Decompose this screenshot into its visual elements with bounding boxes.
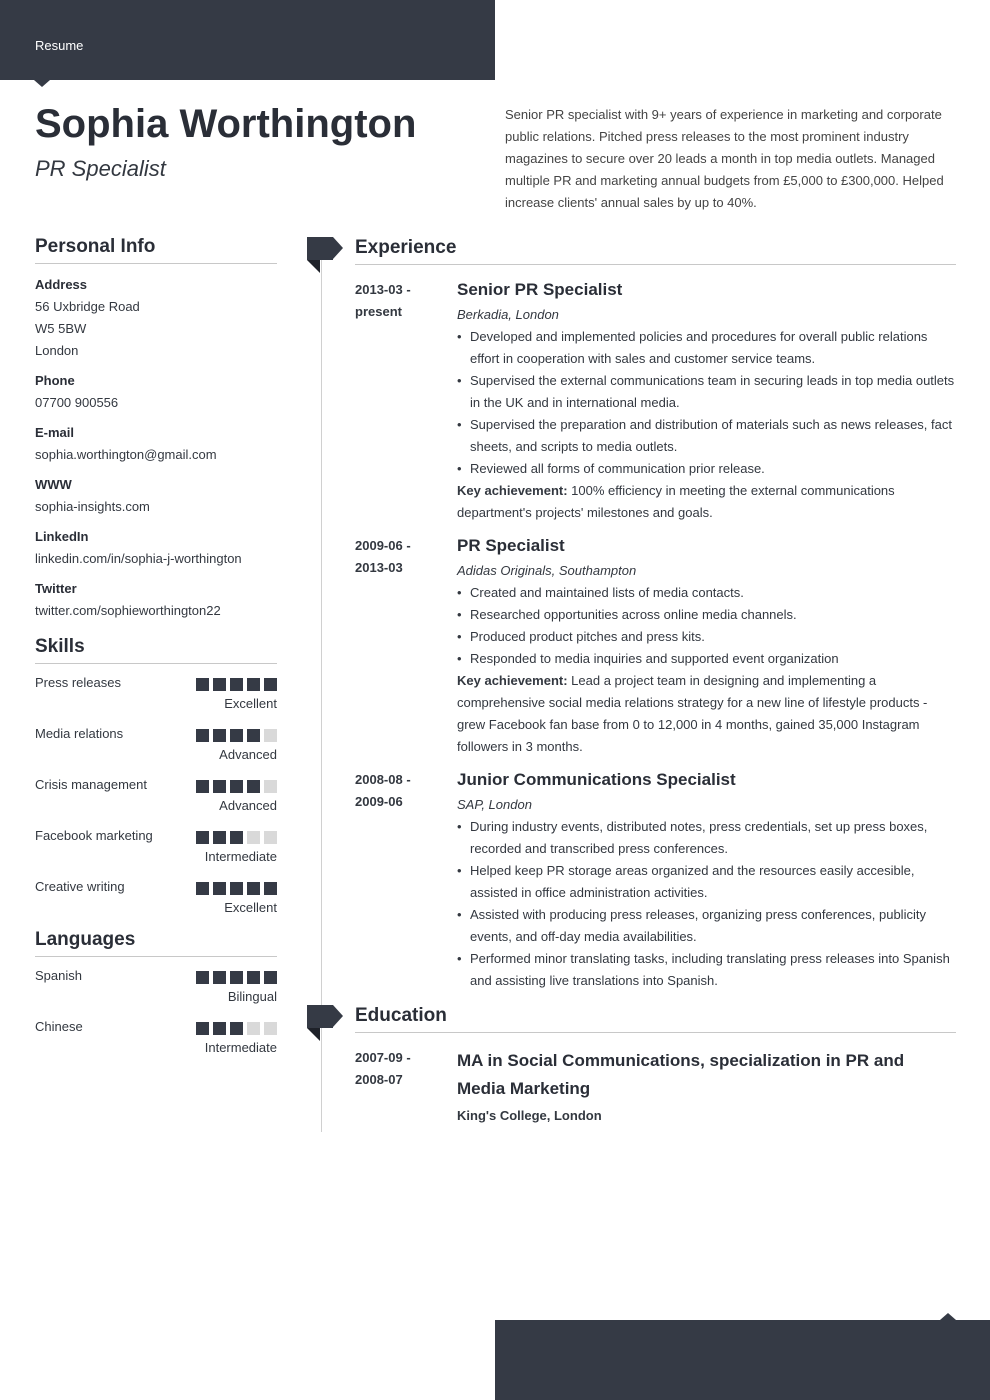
email-value[interactable]: sophia.worthington@gmail.com (35, 447, 217, 462)
rating-row (35, 827, 277, 878)
rating-square-icon (264, 971, 277, 984)
skills-title: Skills (35, 636, 277, 664)
job-date-start: 2009-06 - (355, 538, 411, 553)
rating-square-icon (230, 678, 243, 691)
twitter-value[interactable]: twitter.com/sophieworthington22 (35, 603, 221, 618)
key-achievement (457, 480, 956, 524)
rating-square-icon (196, 882, 209, 895)
header-notch (34, 80, 50, 87)
job-bullet: • Performed minor translating tasks, including translating press releases into Spanish and assisting live translations into Spanish. (457, 948, 956, 992)
phone-block (35, 370, 277, 414)
rating-square-icon (230, 831, 243, 844)
education-dates (355, 1047, 445, 1091)
job-company: Berkadia, London (457, 307, 559, 322)
job-date-end: present (355, 304, 402, 319)
www-value[interactable]: sophia-insights.com (35, 499, 150, 514)
job-bullet: • Researched opportunities across online media channels. (457, 604, 956, 626)
rating-level: Advanced (219, 747, 277, 762)
rating-row (35, 878, 277, 929)
rating-square-icon (196, 729, 209, 742)
rating-square-icon (213, 882, 226, 895)
rating-row (35, 725, 277, 776)
rating-level: Intermediate (204, 849, 277, 864)
rating-row (35, 967, 277, 1018)
resume-label: Resume (35, 38, 84, 53)
rating-square-icon (196, 780, 209, 793)
rating-square-icon (264, 729, 277, 742)
rating-square-icon (230, 780, 243, 793)
job-bullet: • Created and maintained lists of media contacts. (457, 582, 956, 604)
rating-level: Excellent (224, 696, 277, 711)
linkedin-label: LinkedIn (35, 529, 89, 544)
job-content (457, 535, 956, 758)
job-bullets (457, 582, 956, 670)
education-date-start: 2007-09 - (355, 1050, 411, 1065)
key-achievement (457, 670, 956, 758)
phone-value: 07700 900556 (35, 395, 119, 410)
rating-level: Intermediate (204, 1040, 277, 1055)
rating-row (35, 1018, 277, 1069)
job-company: SAP, London (457, 797, 532, 812)
education-content (457, 1047, 956, 1127)
rating-squares (196, 678, 277, 691)
footer-notch (940, 1313, 956, 1320)
rating-square-icon (230, 1022, 243, 1035)
rating-squares (196, 780, 277, 793)
job-title: Senior PR Specialist (457, 280, 623, 299)
rating-squares (196, 831, 277, 844)
rating-square-icon (264, 831, 277, 844)
education-school: King's College, London (457, 1108, 602, 1123)
rating-square-icon (247, 678, 260, 691)
rating-square-icon (213, 678, 226, 691)
education-date-end: 2008-07 (355, 1072, 403, 1087)
left-column (35, 236, 277, 1069)
linkedin-block (35, 526, 277, 570)
rating-name: Press releases (35, 675, 121, 690)
profile-summary: Senior PR specialist with 9+ years of experience in marketing and corporate public relations. Pitched press releases to the most prominent industry magazines to secure over 20 leads a month in top media outlets. Managed multiple PR and marketing annual budgets from £5,000 to £300,000. Helped increase clients' annual sales by up to 40%. (505, 107, 944, 210)
rating-square-icon (264, 780, 277, 793)
www-block (35, 474, 277, 518)
rating-square-icon (213, 1022, 226, 1035)
rating-level: Excellent (224, 900, 277, 915)
rating-square-icon (247, 780, 260, 793)
rating-square-icon (213, 729, 226, 742)
candidate-role: PR Specialist (35, 156, 166, 181)
rating-name: Creative writing (35, 879, 125, 894)
job-dates (355, 279, 445, 323)
job-bullets (457, 816, 956, 992)
rating-square-icon (247, 831, 260, 844)
header-band (0, 0, 495, 80)
timeline-line (321, 260, 322, 1132)
key-achievement-label: Key achievement: (457, 673, 568, 688)
rating-name: Media relations (35, 726, 124, 741)
experience-title: Experience (355, 237, 956, 265)
rating-square-icon (196, 1022, 209, 1035)
job-bullet: • Developed and implemented policies and procedures for overall public relations effort in cooperation with sales and customer service teams. (457, 326, 956, 370)
rating-squares (196, 971, 277, 984)
job-bullet: • Helped keep PR storage areas organized and the resources easily accesible, assisted in office administration activities. (457, 860, 956, 904)
address-label: Address (35, 277, 88, 292)
job-date-start: 2008-08 - (355, 772, 411, 787)
job-bullet: • Assisted with producing press releases, organizing press conferences, publicity events, and off-day media availabilities. (457, 904, 956, 948)
education-degree: MA in Social Communications, specialization in PR and Media Marketing (457, 1051, 905, 1098)
job-bullet: • Supervised the external communications team in securing leads in top media outlets in the UK and in international media. (457, 370, 956, 414)
job-bullet: • During industry events, distributed notes, press credentials, set up press boxes, recorded and transcribed press conferences. (457, 816, 956, 860)
job-title: Junior Communications Specialist (457, 770, 736, 789)
rating-square-icon (196, 678, 209, 691)
job-bullet: • Reviewed all forms of communication prior release. (457, 458, 956, 480)
rating-square-icon (264, 1022, 277, 1035)
job-bullet: • Supervised the preparation and distribution of materials such as news releases, fact sheets, and scripts to media outlets. (457, 414, 956, 458)
rating-name: Facebook marketing (35, 828, 153, 843)
job-content (457, 769, 956, 992)
rating-square-icon (247, 729, 260, 742)
linkedin-value[interactable]: linkedin.com/in/sophia-j-worthington (35, 551, 242, 566)
rating-square-icon (247, 882, 260, 895)
education-flag-icon (307, 1005, 343, 1041)
experience-flag-icon (307, 237, 343, 273)
rating-square-icon (264, 678, 277, 691)
rating-square-icon (230, 971, 243, 984)
email-label: E-mail (35, 425, 75, 440)
rating-square-icon (230, 729, 243, 742)
job-bullet: • Produced product pitches and press kits. (457, 626, 956, 648)
twitter-label: Twitter (35, 581, 77, 596)
key-achievement-text: Lead a project team in designing and implementing a comprehensive social media relations strategy for a new line of lifestyle products - grew Facebook fan base from 0 to 12,000 in 4 months, gained 35,000 Instagram followers in 3 months. (457, 673, 928, 754)
job-title: PR Specialist (457, 536, 565, 555)
job-dates (355, 535, 445, 579)
address-line: W5 5BW (35, 321, 87, 336)
rating-level: Advanced (219, 798, 277, 813)
address-line: London (35, 343, 79, 358)
phone-label: Phone (35, 373, 75, 388)
address-block (35, 274, 277, 362)
address-line: 56 Uxbridge Road (35, 299, 140, 314)
www-label: WWW (35, 477, 72, 492)
key-achievement-label: Key achievement: (457, 483, 568, 498)
rating-square-icon (196, 831, 209, 844)
rating-square-icon (213, 971, 226, 984)
rating-square-icon (230, 882, 243, 895)
rating-name: Crisis management (35, 777, 147, 792)
rating-square-icon (213, 831, 226, 844)
email-block (35, 422, 277, 466)
job-bullets (457, 326, 956, 480)
twitter-block (35, 578, 277, 622)
rating-row (35, 776, 277, 827)
job-content (457, 279, 956, 524)
rating-square-icon (213, 780, 226, 793)
languages-title: Languages (35, 929, 277, 957)
candidate-name: Sophia Worthington (35, 102, 417, 146)
personal-info-title: Personal Info (35, 236, 277, 264)
key-achievement-text: 100% efficiency in meeting the external communications department's projects' milestones and goals. (457, 483, 895, 520)
rating-square-icon (247, 971, 260, 984)
skills-list (35, 674, 277, 929)
rating-square-icon (196, 971, 209, 984)
education-title: Education (355, 1005, 956, 1033)
rating-squares (196, 729, 277, 742)
job-date-end: 2013-03 (355, 560, 403, 575)
job-dates (355, 769, 445, 813)
footer-band (495, 1320, 990, 1400)
rating-squares (196, 882, 277, 895)
rating-square-icon (247, 1022, 260, 1035)
job-date-start: 2013-03 - (355, 282, 411, 297)
languages-list (35, 967, 277, 1069)
rating-level: Bilingual (227, 989, 277, 1004)
job-bullet: • Responded to media inquiries and supported event organization (457, 648, 956, 670)
rating-name: Chinese (35, 1019, 83, 1034)
job-date-end: 2009-06 (355, 794, 403, 809)
rating-row (35, 674, 277, 725)
job-company: Adidas Originals, Southampton (457, 563, 637, 578)
rating-square-icon (264, 882, 277, 895)
rating-name: Spanish (35, 968, 82, 983)
rating-squares (196, 1022, 277, 1035)
